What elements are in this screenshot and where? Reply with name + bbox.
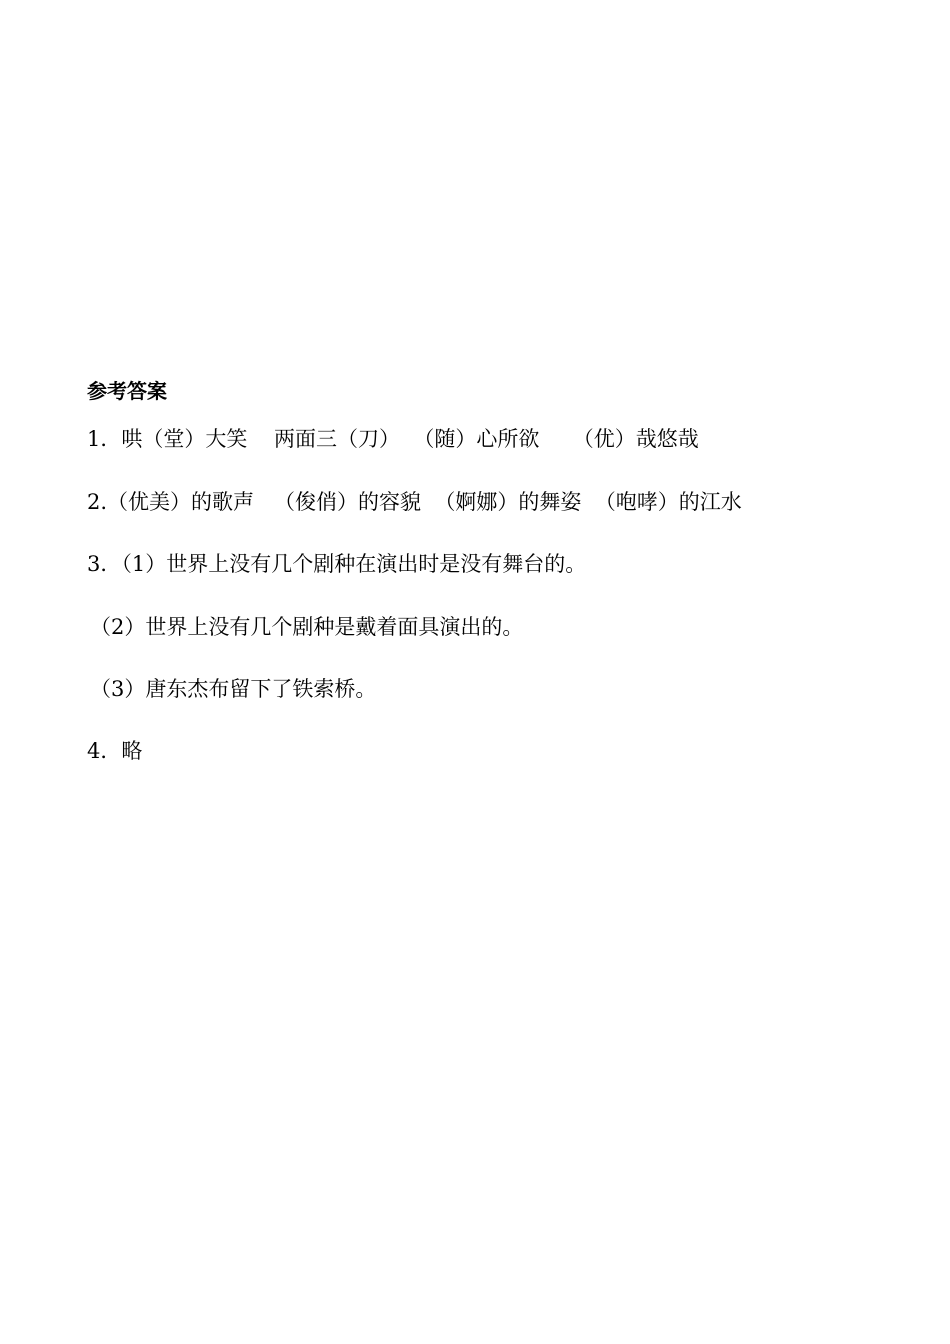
answer-line-3: 3．（1）世界上没有几个剧种在演出时是没有舞台的。 <box>87 552 587 576</box>
answer-line-4: 4．略 <box>87 739 143 763</box>
answer-line-2: 2.（优美）的歌声 （俊俏）的容貌 （婀娜）的舞姿 （咆哮）的江水 <box>87 490 742 514</box>
answer-line-1: 1．哄（堂）大笑 两面三（刀） （随）心所欲 （优）哉悠哉 <box>87 427 699 451</box>
answer-heading: 参考答案 <box>87 379 167 403</box>
answer-line-3-part-3: （3）唐东杰布留下了铁索桥。 <box>90 677 377 701</box>
answer-line-3-part-2: （2）世界上没有几个剧种是戴着面具演出的。 <box>90 615 524 639</box>
